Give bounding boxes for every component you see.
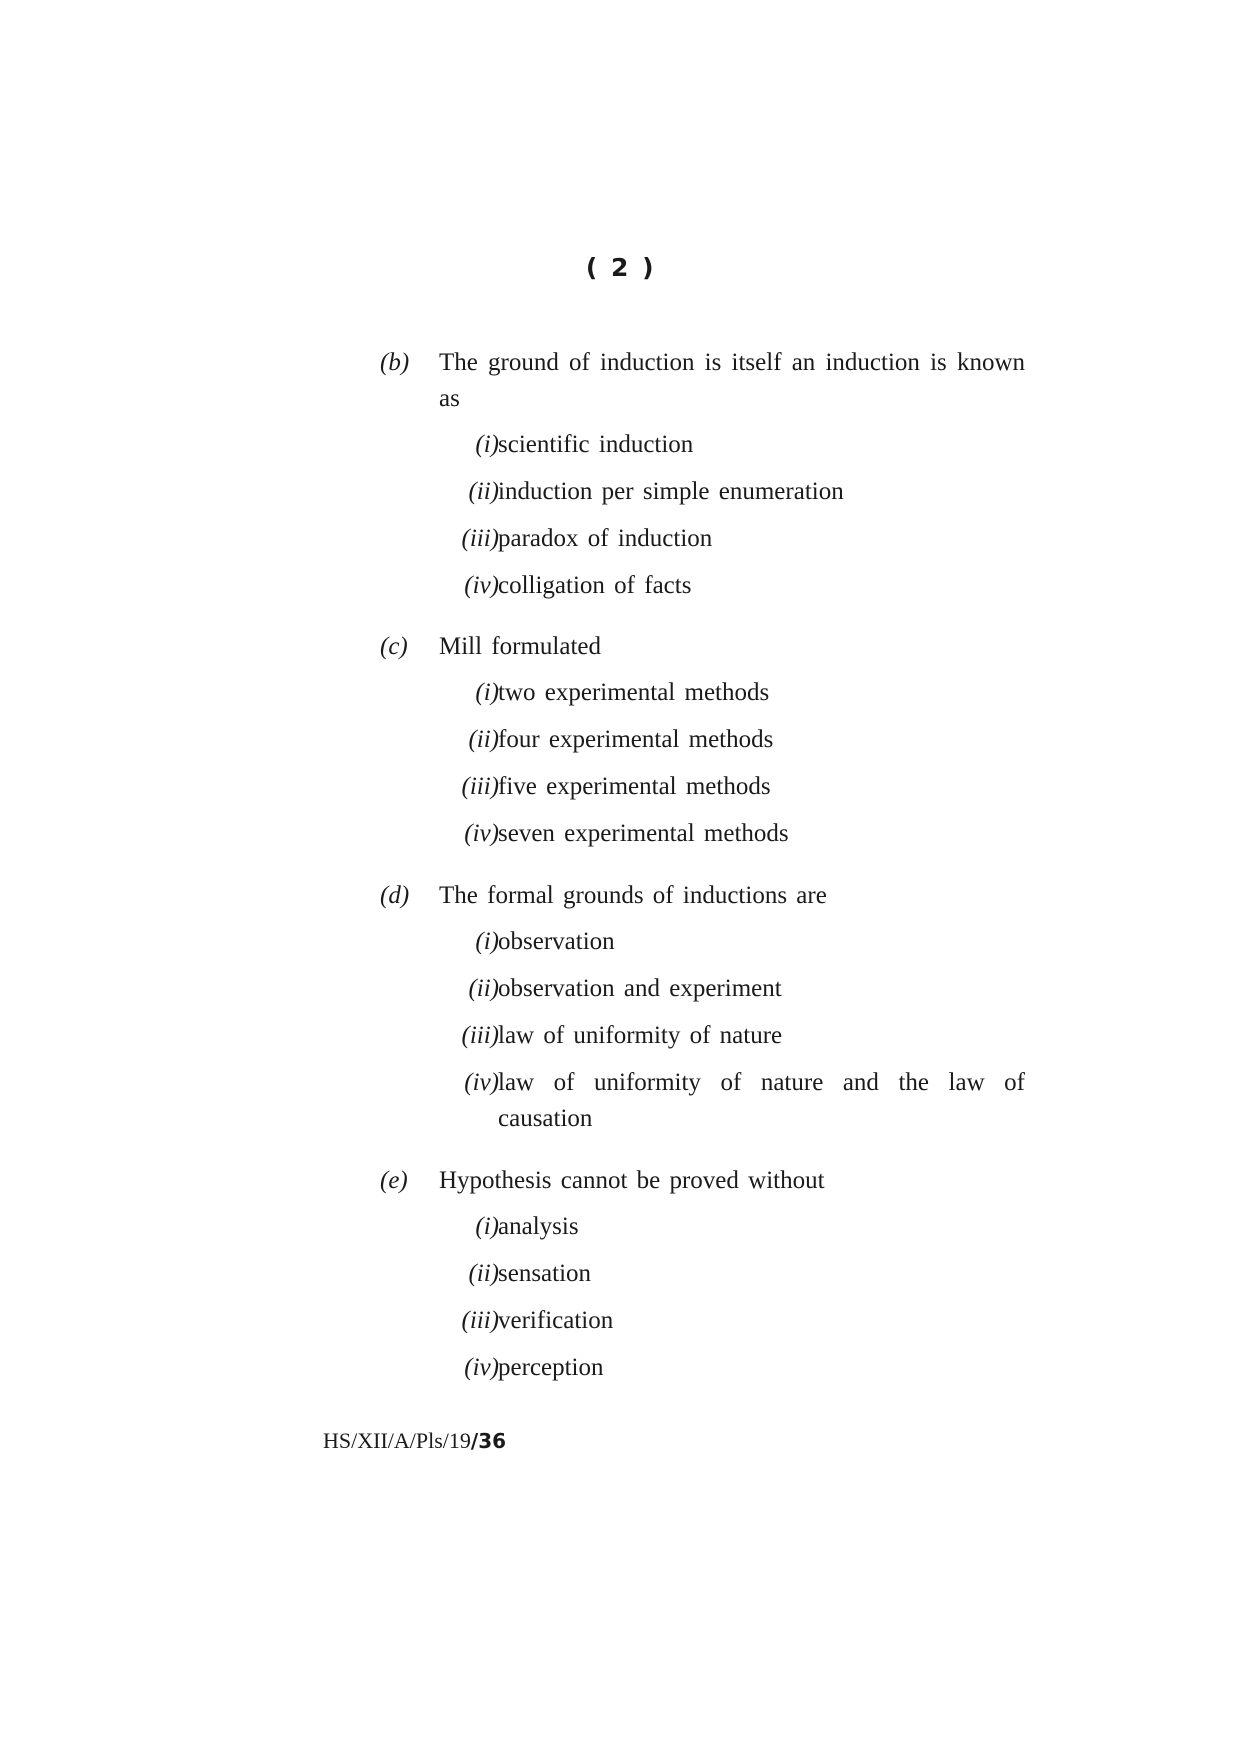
question-label: (b) [380, 349, 410, 376]
option-text: colligation of facts [498, 572, 692, 599]
option-item [380, 722, 1025, 758]
option-label: (ii) [468, 1260, 499, 1287]
question-label: (c) [380, 633, 408, 660]
option-label: (ii) [468, 478, 499, 505]
question-text: The ground of induction is itself an induction is known as [439, 349, 1025, 412]
question-e [380, 1163, 1025, 1386]
option-list [380, 924, 1025, 1137]
option-item [380, 924, 1025, 960]
question-b [380, 345, 1025, 604]
option-item [380, 971, 1025, 1007]
option-label: (i) [475, 928, 499, 955]
option-label: (iv) [464, 572, 499, 599]
option-text: analysis [498, 1213, 579, 1240]
option-text: law of uniformity of nature [498, 1022, 783, 1049]
option-label: (ii) [468, 726, 499, 753]
question-text: The formal grounds of inductions are [439, 882, 827, 909]
option-item [380, 816, 1025, 852]
option-item [380, 1065, 1025, 1137]
option-text: four experimental methods [498, 726, 774, 753]
option-item [380, 1350, 1025, 1386]
option-label: (iii) [461, 1307, 499, 1334]
option-label: (i) [475, 431, 499, 458]
option-label: (i) [475, 679, 499, 706]
question-text: Hypothesis cannot be proved without [439, 1167, 825, 1194]
option-label: (ii) [468, 975, 499, 1002]
option-label: (iii) [461, 773, 499, 800]
option-text: verification [498, 1307, 614, 1334]
question-label: (e) [380, 1167, 408, 1194]
option-list [380, 427, 1025, 604]
option-item [380, 1303, 1025, 1339]
option-text: observation and experiment [498, 975, 782, 1002]
option-item [380, 474, 1025, 510]
option-label: (i) [475, 1213, 499, 1240]
option-item [380, 769, 1025, 805]
option-text: induction per simple enumeration [498, 478, 844, 505]
question-label: (d) [380, 882, 410, 909]
option-label: (iv) [464, 1069, 499, 1096]
option-text: law of uniformity of nature and the law of causation [498, 1069, 1025, 1132]
question-c [380, 629, 1025, 852]
option-label: (iii) [461, 1022, 499, 1049]
option-text: sensation [498, 1260, 592, 1287]
option-item [380, 675, 1025, 711]
option-text: seven experimental methods [498, 820, 789, 847]
page-number: ( 2 ) [585, 253, 657, 282]
option-list [380, 1209, 1025, 1386]
option-item [380, 1018, 1025, 1054]
option-item [380, 427, 1025, 463]
option-label: (iii) [461, 525, 499, 552]
option-text: observation [498, 928, 615, 955]
paper-code [323, 1426, 506, 1456]
option-text: perception [498, 1354, 604, 1381]
option-text: five experimental methods [498, 773, 771, 800]
paper-code-prefix: HS/XII/A/Pls/19 [323, 1428, 471, 1453]
option-text: two experimental methods [498, 679, 770, 706]
option-item [380, 568, 1025, 604]
option-item [380, 521, 1025, 557]
option-label: (iv) [464, 820, 499, 847]
paper-code-suffix: /36 [470, 1429, 507, 1453]
question-d [380, 878, 1025, 1137]
option-item [380, 1209, 1025, 1245]
option-text: scientific induction [498, 431, 694, 458]
option-list [380, 675, 1025, 852]
question-text: Mill formulated [439, 633, 601, 660]
option-label: (iv) [464, 1354, 499, 1381]
option-text: paradox of induction [498, 525, 713, 552]
option-item [380, 1256, 1025, 1292]
